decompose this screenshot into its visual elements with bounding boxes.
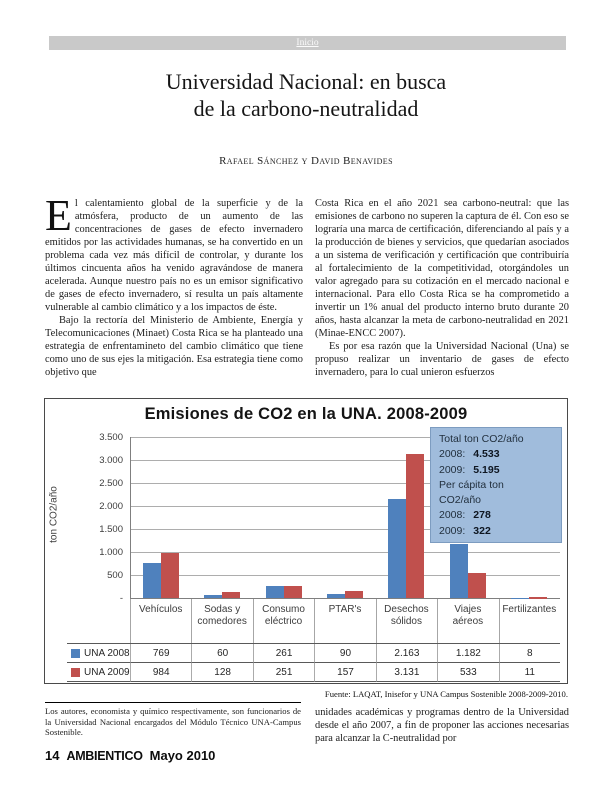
bar-una-2009 <box>468 573 486 598</box>
paragraph: El calentamiento global de la superficie y de la atmósfera, producto de un aumento de las concentraciones de gases de efecto invernadero emitidos por las actividades humanas, se ha convertido en un problema cada vez más difícil de controlar, y durante los últimos cincuenta años ha venido agravándose de manera acelerada. Aunque nuestro país no es un emisor significativo de gases de efecto invernadero, sí resulta un país altamente vulnerable al cambio climático y a los impactos de éste. <box>45 191 303 313</box>
table-cell: 90 <box>314 644 375 663</box>
x-axis-line <box>130 598 560 599</box>
category-separator <box>376 598 377 643</box>
gridline <box>130 575 560 576</box>
gridline <box>130 552 560 553</box>
right-column <box>315 197 569 379</box>
chart-title: Emisiones de CO2 en la UNA. 2008-2009 <box>144 405 468 423</box>
annotation-line: Total ton CO2/año <box>439 433 524 445</box>
y-axis-tick: 1.000 <box>99 547 123 558</box>
y-axis-label: ton CO2/año <box>48 486 60 543</box>
category-separator <box>253 598 254 643</box>
y-axis-line <box>130 437 131 598</box>
y-axis-tick: 3.500 <box>99 432 123 443</box>
authors-line: Rafael Sánchez y David Benavides <box>219 155 393 167</box>
issue-date: Mayo 2010 <box>149 748 216 763</box>
bar-una-2008 <box>327 594 345 598</box>
article-title-line1: Universidad Nacional: en busca <box>165 69 447 94</box>
bar-una-2009 <box>406 454 424 598</box>
table-cell: 261 <box>253 644 314 663</box>
y-axis-tick: - <box>119 593 123 604</box>
magazine-logo: AMBIENTICO <box>66 749 143 763</box>
bar-una-2009 <box>222 592 240 598</box>
y-axis-tick: 500 <box>107 570 123 581</box>
table-cell: 11 <box>499 663 560 682</box>
bar-una-2008 <box>388 499 406 598</box>
legend-key <box>67 644 130 663</box>
bottom-right-paragraph: unidades académicas y programas dentro de la Universidad desde el año 2007, a fin de proponer las acciones necesarias para alcanzar la C-neutralidad por <box>315 707 569 744</box>
category-label: Consumo eléctrico <box>262 604 305 627</box>
annotation-line: 2009: 322 <box>439 524 491 537</box>
category-label: Vehículos <box>139 604 183 615</box>
annotation-line: Per cápita ton <box>439 478 504 491</box>
bar-una-2008 <box>204 595 222 598</box>
category-label: Sodas y comedores <box>197 604 247 627</box>
y-axis-tick: 2.000 <box>99 501 123 512</box>
data-table <box>67 643 560 682</box>
left-column <box>45 191 303 379</box>
legend-swatch <box>71 649 80 658</box>
annotation-box <box>430 427 562 543</box>
footer <box>45 748 215 763</box>
category-separator <box>130 598 131 643</box>
y-axis-tick: 2.500 <box>99 478 123 489</box>
table-cell: 251 <box>253 663 314 682</box>
figure-box <box>44 398 568 684</box>
bar-una-2008 <box>511 598 529 600</box>
annotation-line: 2008: 4.533 <box>439 448 500 461</box>
paragraph: Es por esa razón que la Universidad Nacional (Una) se propuso realizar un inventario de gases de efecto invernadero, para lo cual unieron esfuerzos <box>315 341 569 378</box>
page-number: 14 <box>45 748 60 763</box>
legend-swatch <box>71 668 80 677</box>
header-band <box>49 36 566 50</box>
paragraph: Bajo la rectoría del Ministerio de Ambiente, Energía y Telecomunicaciones (Minaet) Costa Rica se ha planteado una estrategia de enfrentamineto del cambio climático que tiene como uno de sus ejes la mitigación. Esa estrategia tiene como objetivo que <box>45 315 303 378</box>
table-cell: 2.163 <box>376 644 437 663</box>
legend-label: UNA 2009 <box>84 666 130 678</box>
table-cell: 1.182 <box>437 644 498 663</box>
bar-una-2008 <box>266 586 284 598</box>
category-separator <box>437 598 438 643</box>
category-label: Desechos sólidos <box>384 604 429 627</box>
bar-una-2009 <box>529 597 547 599</box>
bar-una-2008 <box>143 563 161 598</box>
category-label: Viajes aéreos <box>452 604 484 627</box>
table-cell: 769 <box>130 644 191 663</box>
bar-una-2009 <box>345 591 363 598</box>
drop-cap: E <box>45 191 72 240</box>
category-label: PTAR's <box>328 604 362 615</box>
article-title-line2: de la carbono-neutralidad <box>193 96 419 121</box>
source-line: Fuente: LAQAT, Inisefor y UNA Campus Sostenible 2008-2009-2010. <box>324 689 568 699</box>
table-cell: 8 <box>499 644 560 663</box>
y-axis-tick: 3.000 <box>99 455 123 466</box>
annotation-line: 2008: 278 <box>439 509 491 522</box>
category-separator <box>191 598 192 643</box>
footnote-rule <box>45 702 301 703</box>
y-axis-tick: 1.500 <box>99 524 123 535</box>
table-cell: 984 <box>130 663 191 682</box>
table-cell: 533 <box>437 663 498 682</box>
legend-label: UNA 2008 <box>84 647 130 659</box>
category-label: Fertilizantes <box>502 604 557 615</box>
category-separator <box>314 598 315 643</box>
footnote-text: Los autores, economista y químico respectivamente, son funcionarios de la Universidad Nacional encargados del Módulo Técnico UNA-Campus Sostenible. <box>45 706 301 738</box>
article-title <box>0 68 612 122</box>
annotation-line: CO2/año <box>439 494 482 507</box>
category-separator <box>499 598 500 643</box>
bar-una-2009 <box>284 586 302 598</box>
table-cell: 157 <box>314 663 375 682</box>
legend-key <box>67 663 130 682</box>
inicio-link[interactable]: Inicio <box>296 38 319 48</box>
table-cell: 60 <box>191 644 252 663</box>
annotation-line: 2009: 5.195 <box>439 463 500 476</box>
bar-una-2008 <box>450 544 468 598</box>
table-cell: 128 <box>191 663 252 682</box>
table-cell: 3.131 <box>376 663 437 682</box>
bar-una-2009 <box>161 553 179 598</box>
paragraph: Costa Rica en el año 2021 sea carbono-neutral: que las emisiones de carbono no superen la captura de él. Con eso se lograría una marca de certificación, diferenciando al país y a la producción de bienes y servicios, que quedarían asociados a un sistema de verificación y certificación que contribuiría al fortalecimiento de la competitividad, otorgándoles un valor agregado para su cotización en el mercado nacional e internacional. Para ello Costa Rica se ha comprometido a invertir un 1% anual del producto interno bruto durante 20 años, hasta alcanzar la meta de carbono-neutralidad en 2021 (Minae-ENCC 2007). <box>315 198 569 339</box>
